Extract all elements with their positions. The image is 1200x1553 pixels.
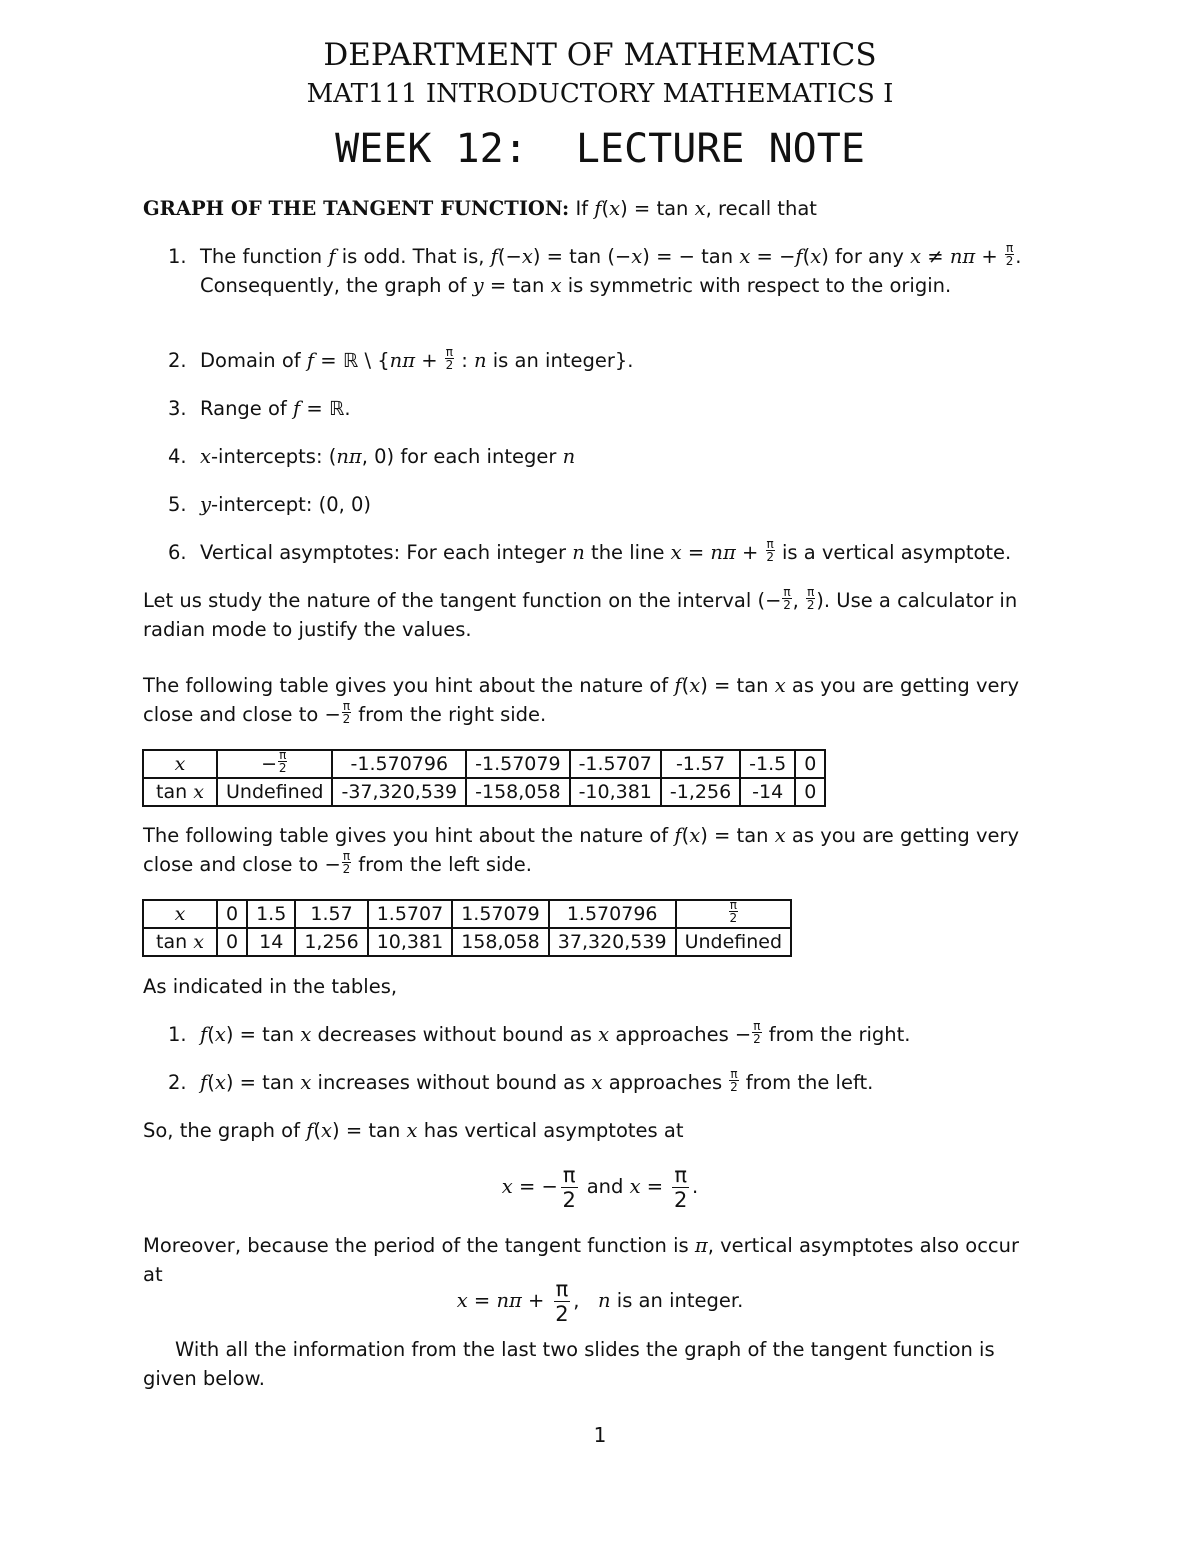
table1-intro: The following table gives you hint about the nature of f(x) = tan x as you are getting very close and close to − $\frac{\pi}{2}$ from the right side. [143,674,1020,726]
conclusion-item-left: 2. f(x) = tan x increases without bound as x approaches $\frac{\pi}{2}$ from the left. [168,1067,874,1094]
table-row: tan x 0 14 1,256 10,381 158,058 37,320,539 Undefined [143,928,791,956]
indicated-lead: As indicated in the tables, [143,975,398,998]
table-row: tan x Undefined -37,320,539 -158,058 -10,381 -1,256 -14 0 [143,778,825,806]
period-equation: x = nπ + $\frac{\pi}{2}$ , n is an integer. [456,1277,744,1326]
property-item-domain: 2. Domain of f = ℝ \ {nπ + $\frac{\pi}{2}$ : n is an integer}. [168,345,634,372]
table-row: x − $\frac{\pi}{2}$ -1.570796 -1.57079 -1.5707 -1.57 -1.5 0 [143,750,825,778]
property-item-odd: 1. The function f is odd. That is, f(−x) = tan (−x) = − tan x = −f(x) for any x ≠ nπ + $\frac{\pi}{2}$ . Consequently, the graph of y = tan x is symmetric with respect to the origin. [168,241,1022,297]
so-paragraph: So, the graph of f(x) = tan x has vertical asymptotes at [143,1119,684,1142]
property-item-x-intercepts: 4. x-intercepts: (nπ, 0) for each integer n [168,445,576,468]
asymptote-equation: x = − $\frac{\pi}{2}$ and x = $\frac{\pi}{2}$ . [501,1163,699,1212]
table2-intro: The following table gives you hint about the nature of f(x) = tan x as you are getting very close and close to − $\frac{\pi}{2}$ from the left side. [143,824,1020,876]
intro-line: GRAPH OF THE TANGENT FUNCTION: If f(x) = tan x, recall that [143,197,817,220]
course-title: MAT111 INTRODUCTORY MATHEMATICS I [306,79,894,109]
page-number: 1 [593,1423,607,1447]
table-row: x 0 1.5 1.57 1.5707 1.57079 1.570796 $\frac{\pi}{2}$ [143,900,791,928]
study-paragraph: Let us study the nature of the tangent function on the interval (− $\frac{\pi}{2}$ , $\frac{\pi}{2}$ ). Use a calculator in radian mode to justify the values. [143,585,1018,641]
department-title: DEPARTMENT OF MATHEMATICS [323,37,877,73]
table-right-side [142,749,826,807]
final-paragraph: With all the information from the last two slides the graph of the tangent function is given below. [143,1338,995,1390]
property-item-range: 3. Range of f = ℝ. [168,397,351,420]
section-heading: GRAPH OF THE TANGENT FUNCTION: [143,197,570,220]
property-item-asymptotes: 6. Vertical asymptotes: For each integer n the line x = nπ + $\frac{\pi}{2}$ is a vertical asymptote. [168,537,1012,564]
table-left-side [142,899,792,957]
week-title: WEEK 12: LECTURE NOTE [335,126,865,172]
moreover-paragraph: Moreover, because the period of the tangent function is π, vertical asymptotes also occur at [143,1234,1020,1286]
conclusion-item-right: 1. f(x) = tan x decreases without bound as x approaches − $\frac{\pi}{2}$ from the right. [168,1019,911,1046]
property-item-y-intercept: 5. y-intercept: (0, 0) [168,493,372,516]
pi-over-2-fraction: $\frac{\pi}{2}$ [1005,241,1014,268]
